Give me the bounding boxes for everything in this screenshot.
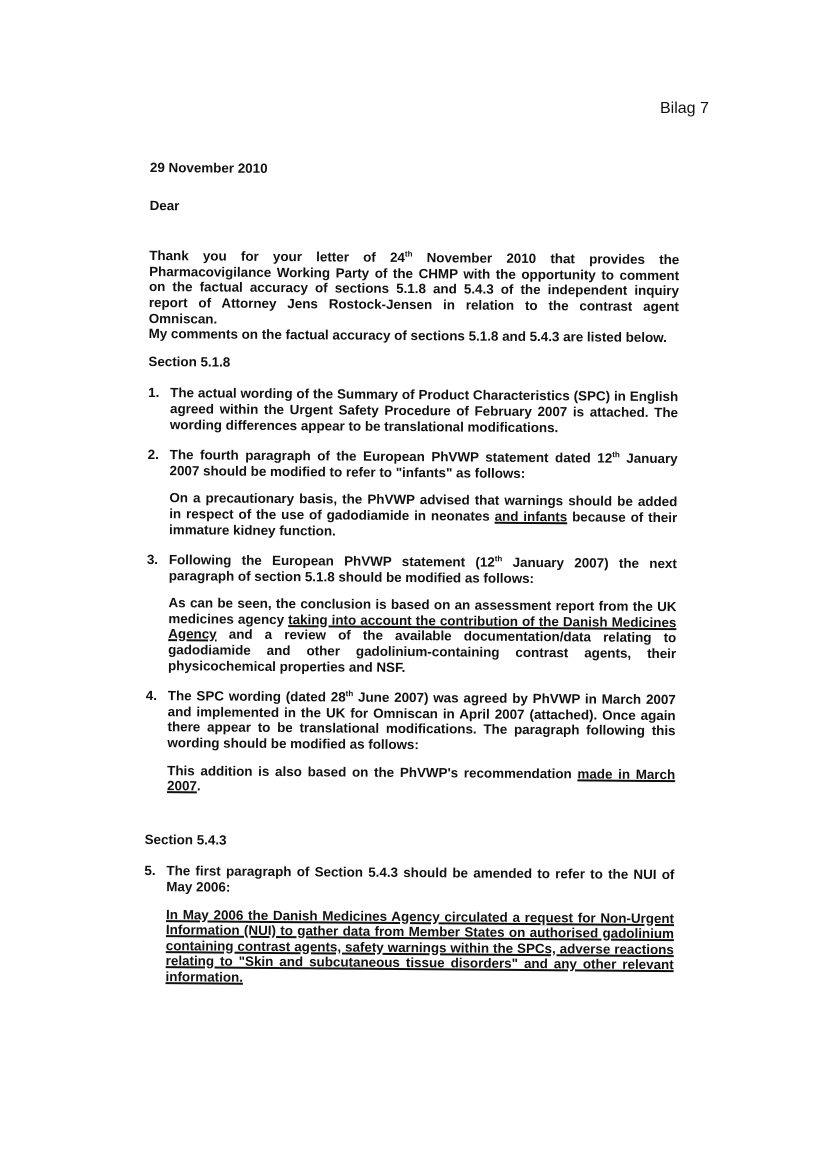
item-number: 4. [145,688,158,704]
letter-greeting: Dear [149,197,180,213]
amended-text-end: because of their immature kidney function. [169,509,678,538]
item-amended-text [169,490,677,541]
item-number: 5. [144,863,156,879]
item-text-start: The fourth paragraph of the European PhVWP statement dated 12 [169,447,613,466]
list-item [147,447,678,541]
list-item [146,552,677,677]
amended-insertion: and infants [494,508,568,525]
list-item [145,688,676,798]
amended-insertion: In May 2006 the Danish Medicines Agency circulated a request for Non-Urgent Information (NUI) to gather data from Member States on authorised gadolinium containing contrast agents, safety warnings within the SPCs, adverse reactions relating to "Skin and subcutaneous tissue disorders" and any other relevant information. [165,906,675,985]
section-heading-5-1-8: Section 5.1.8 [148,353,231,370]
item-text: The actual wording of the Summary of Product Characteristics (SPC) in English agreed within the Urgent Safety Procedure of February 2007 is attached. The wording differences appear to be translational modifications. [169,385,679,435]
item-text-start: Following the European PhVWP statement (12 [168,552,495,570]
intro-line-2: My comments on the factual accuracy of sections 5.1.8 and 5.4.3 are listed below. [148,326,667,346]
amended-text-start: As can be seen, the conclusion is based on an assessment report from the UK medicines agency [168,595,677,627]
item-text-end: January 2007 should be modified to refer to "infants" as follows: [169,450,678,481]
item-text-end: January 2007) the next paragraph of section 5.1.8 should be modified as follows: [168,554,677,586]
item-text [169,552,677,587]
intro-superscript: th [404,249,413,259]
item-amended-text [167,763,675,798]
letter-date: 29 November 2010 [149,160,268,176]
item-text [167,688,675,754]
intro-paragraph [149,248,680,346]
item-number: 2. [147,447,159,463]
amended-text-end: and a review of the available documentation/data relating to gadodiamide and other gadolinium-containing contrast agents, their physicochemical properties and NSF. [167,627,677,675]
intro-text-end: November 2010 that provides the Pharmacovigilance Working Party of the CHMP with the opportunity to comment on the factual accuracy of sections 5.1.8 and 5.4.3 of the independent inquiry report of Attorney Jens Rostock-Jensen in relation to the contrast agent Omniscan. [148,250,680,327]
section-5-4-3-list [144,863,675,988]
item-text-end: June 2007) was agreed by PhVWP in March 2007 and implemented in the UK for Omniscan in April 2007 (attached). Once again there appear to be translational modifications. The paragraph following this wording should be modified as follows: [167,689,676,753]
intro-line-1 [149,248,680,330]
letter-body [143,160,680,1004]
item-superscript: th [612,450,620,460]
item-number: 1. [148,385,160,401]
section-5-1-8-list [145,385,678,798]
amended-text-start: On a precautionary basis, the PhVWP advised that warnings should be added in respect of the use of gadodiamide in neonates [169,490,678,524]
item-superscript: th [345,689,354,699]
section-heading-5-4-3: Section 5.4.3 [144,831,227,848]
intro-text-start: Thank you for your letter of 24 [149,248,405,266]
item-text [169,447,677,482]
list-item [144,863,675,988]
item-text: The first paragraph of Section 5.4.3 should be amended to refer to the NUI of May 2006: [166,863,675,895]
amended-insertion: made in March 2007 [167,766,676,794]
item-amended-text [166,907,675,989]
item-text-start: The SPC wording (dated 28 [167,688,346,705]
item-number: 3. [146,552,159,568]
amended-text-start: This addition is also based on the PhVWP's recommendation [167,762,578,782]
amended-insertion: taking into account the contribution of the Danish Medicines Agency [168,611,677,643]
amended-text-end: . [196,778,201,794]
item-amended-text [168,595,677,677]
list-item [148,385,678,436]
item-superscript: th [494,554,503,564]
attachment-label: Bilag 7 [660,100,709,117]
